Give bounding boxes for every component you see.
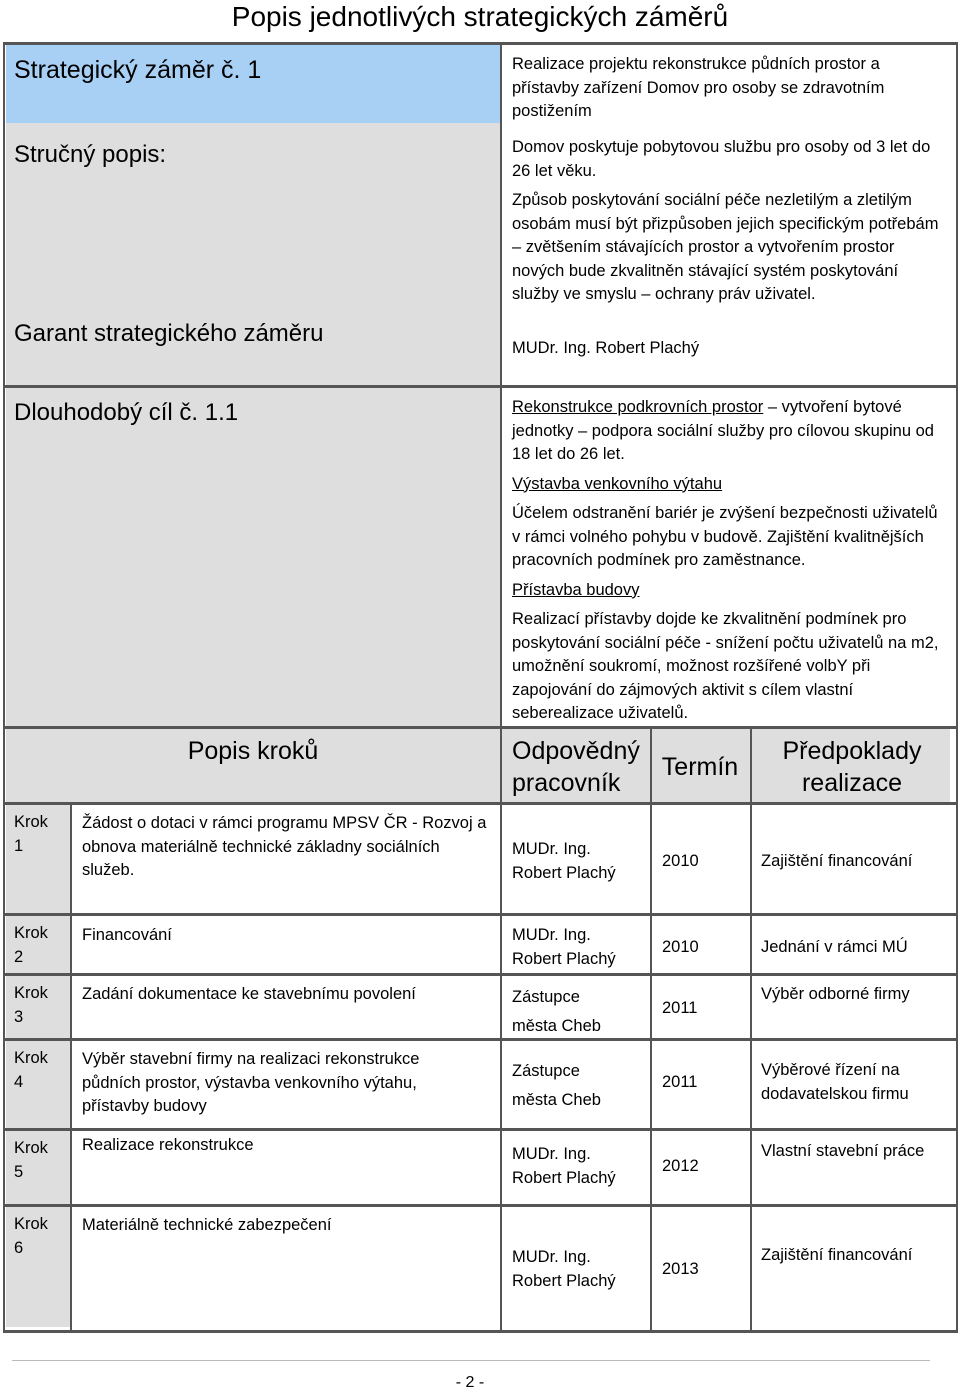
step-1-termin: 2010 [662,852,699,870]
step-1-predpoklady: Zajištění financování [761,852,913,870]
steps-header-popis: Popis kroků [187,737,319,765]
step-5-num: 5 [14,1162,24,1181]
step-5-krok-cell [6,1131,70,1204]
steps-header-termin: Termín [661,753,739,781]
step-4-pracovnik: Zástupce města Cheb [512,1062,601,1109]
step-3-popis: Zadání dokumentace ke stavebnímu povolení [82,985,416,1003]
cil-item-2-title: Výstavba venkovního výtahu [512,474,723,493]
page-title: Popis jednotlivých strategických záměrů [231,1,729,32]
step-2-predpoklady: Jednání v rámci MÚ [761,938,908,956]
steps-header-pracovnik: Odpovědný pracovník [512,737,640,797]
zamer-text: Realizace projektu rekonstrukce půdních prostor a přístavby zařízení Domov pro osoby se zdravotním postižením [512,55,885,120]
step-3-termin: 2011 [662,999,698,1017]
step-6-popis: Materiálně technické zabezpečení [82,1216,332,1234]
step-6-num: 6 [14,1238,24,1257]
steps-table [6,805,950,1330]
popis-text [512,136,944,307]
step-4-krok: Krok [14,1049,48,1067]
step-2-num: 2 [14,947,24,966]
step-1-krok: Krok [14,813,48,831]
step-3-predpoklady: Výběr odborné firmy [761,985,910,1003]
footer-rule [12,1360,930,1361]
step-2-krok: Krok [14,924,48,942]
step-1-pracovnik: MUDr. Ing. Robert Plachý [512,840,616,882]
step-5-termin: 2012 [662,1157,699,1175]
cil-label: Dlouhodobý cíl č. 1.1 [14,399,239,426]
step-6-predpoklady: Zajištění financování [761,1246,913,1264]
step-4-num: 4 [14,1072,24,1091]
step-6-krok: Krok [14,1215,48,1233]
step-5-popis: Realizace rekonstrukce [82,1136,254,1154]
step-6-pracovnik: MUDr. Ing. Robert Plachý [512,1248,616,1290]
page-number: - 2 - [455,1374,485,1391]
cil-item-1 [512,396,944,467]
step-4-predpoklady: Výběrové řízení na dodavatelskou firmu [761,1061,909,1103]
cil-text [512,396,944,726]
cil-item-3-text: Realizací přístavby dojde ke zkvalitnění podmínek pro poskytování sociální péče - snížení počtu uživatelů na m2, umožnění soukromí, možnost rozšířené volbY při zapojování do zájmových aktivit s cílem vlastní seberealizace uživatelů. [512,610,939,722]
step-3-krok: Krok [14,984,48,1002]
step-5-krok: Krok [14,1139,48,1157]
step-5-pracovnik: MUDr. Ing. Robert Plachý [512,1145,616,1187]
step-5-predpoklady: Vlastní stavební práce [761,1142,925,1160]
cil-item-3-title: Přístavba budovy [512,580,640,599]
cil-item-1-title: Rekonstrukce podkrovních prostor [512,398,764,416]
popis-paragraph-2: Způsob poskytování sociální péče nezletilým a zletilým osobám musí být přizpůsoben jejich specifickým potřebám – zvětšením stávajících prostor a vytvořením prostor nových bude zkvalitněn stávající systém poskytování služby ve smyslu – ochrany práv uživatel. [512,191,939,303]
step-1-krok-cell [6,805,70,913]
popis-label: Stručný popis: [14,141,167,168]
step-1-popis: Žádost o dotaci v rámci programu MPSV ČR - Rozvoj a obnova materiálně technické základny sociálních služeb. [82,814,487,879]
step-1-num: 1 [14,836,24,855]
step-3-krok-cell [6,976,70,1038]
step-4-popis: Výběr stavební firmy na realizaci rekonstrukce půdních prostor, výstavba venkovního výtahu, přístavby budovy [82,1050,420,1115]
garant-label: Garant strategického záměru [14,320,324,347]
step-2-popis: Financování [82,926,172,944]
cil-label-cell [6,388,500,726]
step-3-pracovnik: Zástupce města Cheb [512,988,601,1035]
step-2-krok-cell [6,916,70,973]
step-6-krok-cell [6,1207,70,1327]
step-3-num: 3 [14,1007,24,1026]
zamer-label: Strategický záměr č. 1 [14,56,262,84]
step-4-krok-cell [6,1041,70,1128]
popis-paragraph-1: Domov poskytuje pobytovou službu pro osoby od 3 let do 26 let věku. [512,138,931,180]
step-2-pracovnik: MUDr. Ing. Robert Plachý [512,926,616,968]
step-4-termin: 2011 [662,1073,698,1091]
steps-header-predpoklady: Předpoklady realizace [782,737,922,797]
cil-item-1-text: – vytvoření bytové jednotky – podpora sociální služby pro cílovou skupinu od 18 let do 26 let. [512,398,934,463]
garant-value: MUDr. Ing. Robert Plachý [512,339,700,357]
cil-item-2-text: Účelem odstranění bariér je zvýšení bezpečnosti uživatelů v rámci volného pohybu v budově. Zajištění kvalitnějších pracovních podmínek pro zaměstnance. [512,504,938,569]
step-2-termin: 2010 [662,938,699,956]
step-6-termin: 2013 [662,1260,699,1278]
